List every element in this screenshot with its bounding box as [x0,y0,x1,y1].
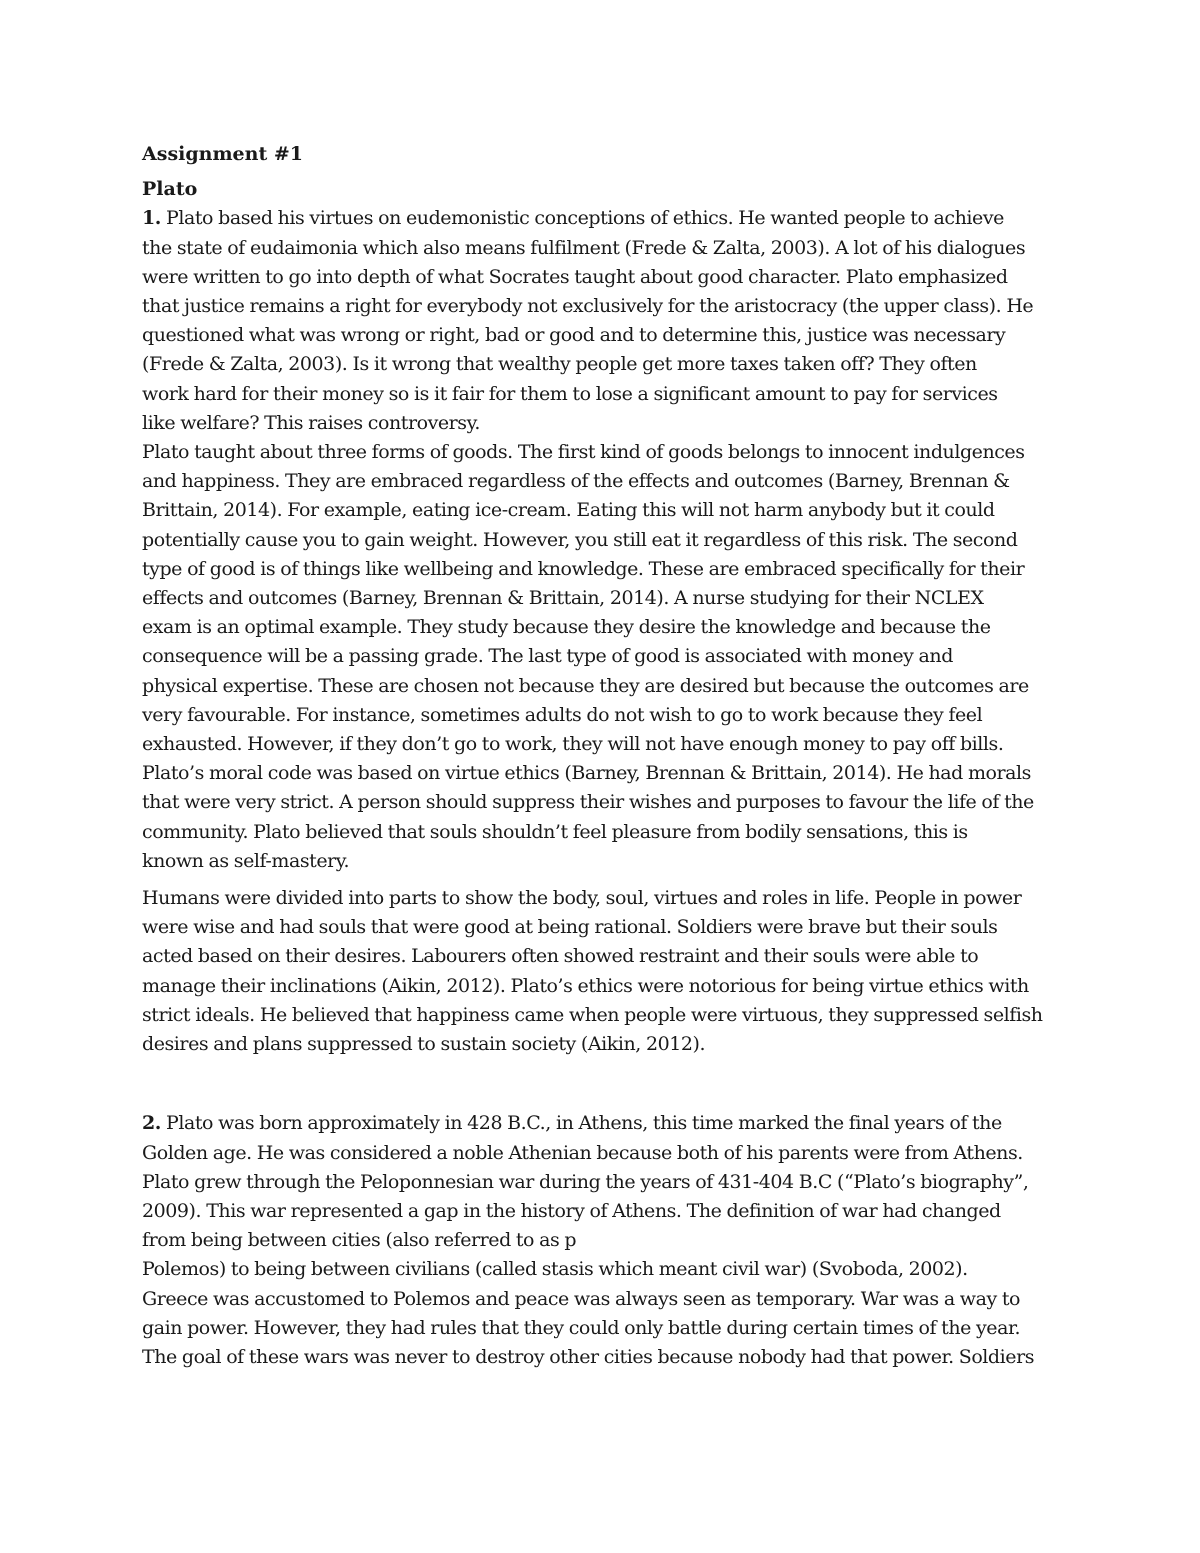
paragraph-number: 1. [142,207,161,230]
paragraph-line: work hard for their money so is it fair for them to lose a significant amount to pay for services [142,382,998,405]
assignment-title: Assignment #1 [142,143,303,165]
paragraph-line: Golden age. He was considered a noble Athenian because both of his parents were from Athens. [142,1141,1023,1164]
paragraph-line: type of good is of things like wellbeing and knowledge. These are embraced specifically for their [142,557,1025,580]
paragraph-line: 1. Plato based his virtues on eudemonistic conceptions of ethics. He wanted people to achieve [142,207,1004,230]
paragraph-line: that justice remains a right for everybody not exclusively for the aristocracy (the upper class). He [142,295,1034,318]
paragraph-number: 2. [142,1112,161,1135]
paragraph-line: strict ideals. He believed that happiness came when people were virtuous, they suppressed selfish [142,1003,1043,1026]
paragraph-line: 2009). This war represented a gap in the history of Athens. The definition of war had changed [142,1199,1001,1222]
paragraph-line: (Frede & Zalta, 2003). Is it wrong that wealthy people get more taxes taken off? They often [142,353,977,376]
paragraph-line: Polemos) to being between civilians (called stasis which meant civil war) (Svoboda, 2002). [142,1258,968,1281]
paragraph-line: gain power. However, they had rules that they could only battle during certain times of the year. [142,1316,1021,1339]
paragraph-line: Brittain, 2014). For example, eating ice-cream. Eating this will not harm anybody but it could [142,499,995,522]
paragraph-line: from being between cities (also referred to as p [142,1229,577,1252]
paragraph-line: The goal of these wars was never to destroy other cities because nobody had that power. Soldiers [142,1345,1034,1368]
paragraph-spacer [142,876,1072,884]
paragraph-line: were written to go into depth of what Socrates taught about good character. Plato emphasized [142,265,1008,288]
paragraph-line: 2. Plato was born approximately in 428 B.C., in Athens, this time marked the final years of the [142,1112,1002,1135]
paragraph-line: that were very strict. A person should suppress their wishes and purposes to favour the life of the [142,791,1034,814]
paragraph-line: potentially cause you to gain weight. However, you still eat it regardless of this risk. The second [142,528,1018,551]
paragraph-line: questioned what was wrong or right, bad or good and to determine this, justice was necessary [142,324,1006,347]
paragraph-line: known as self-mastery. [142,849,350,872]
paragraph-line: and happiness. They are embraced regardless of the effects and outcomes (Barney, Brennan & [142,470,1010,493]
paragraph-2 [142,438,1072,876]
paragraph-line: Plato’s moral code was based on virtue ethics (Barney, Brennan & Brittain, 2014). He had morals [142,762,1031,785]
paragraph-line: the state of eudaimonia which also means fulfilment (Frede & Zalta, 2003). A lot of his dialogues [142,236,1026,259]
paragraph-line: Plato grew through the Peloponnesian war during the years of 431-404 B.C (“Plato’s biography”, [142,1170,1029,1193]
paragraph-3 [142,884,1072,1059]
paragraph-line: desires and plans suppressed to sustain society (Aikin, 2012). [142,1033,706,1056]
paragraph-line: manage their inclinations (Aikin, 2012). Plato’s ethics were notorious for being virtue ethics with [142,974,1029,997]
section-title: Plato [142,178,198,201]
paragraph-line: consequence will be a passing grade. The last type of good is associated with money and [142,645,953,668]
paragraph-line: effects and outcomes (Barney, Brennan & Brittain, 2014). A nurse studying for their NCLEX [142,587,984,610]
paragraph-spacer [142,1059,1072,1109]
paragraph-line: Plato taught about three forms of goods. The first kind of goods belongs to innocent indulgences [142,441,1025,464]
document-body [142,140,1072,1372]
paragraph-line: Greece was accustomed to Polemos and peace was always seen as temporary. War was a way to [142,1287,1021,1310]
paragraph-line: exhausted. However, if they don’t go to work, they will not have enough money to pay off bills. [142,733,1004,756]
paragraph-4 [142,1109,1072,1372]
paragraph-line: exam is an optimal example. They study because they desire the knowledge and because the [142,616,991,639]
paragraph-line: physical expertise. These are chosen not because they are desired but because the outcomes are [142,674,1029,697]
paragraph-line: acted based on their desires. Labourers often showed restraint and their souls were able to [142,945,979,968]
paragraph-1 [142,204,1072,438]
paragraph-line: were wise and had souls that were good at being rational. Soldiers were brave but their souls [142,916,998,939]
paragraph-line: like welfare? This raises controversy. [142,411,480,434]
paragraph-line: community. Plato believed that souls shouldn’t feel pleasure from bodily sensations, this is [142,820,968,843]
paragraph-line: very favourable. For instance, sometimes adults do not wish to go to work because they feel [142,703,983,726]
paragraph-line: Humans were divided into parts to show the body, soul, virtues and roles in life. People in power [142,887,1022,910]
